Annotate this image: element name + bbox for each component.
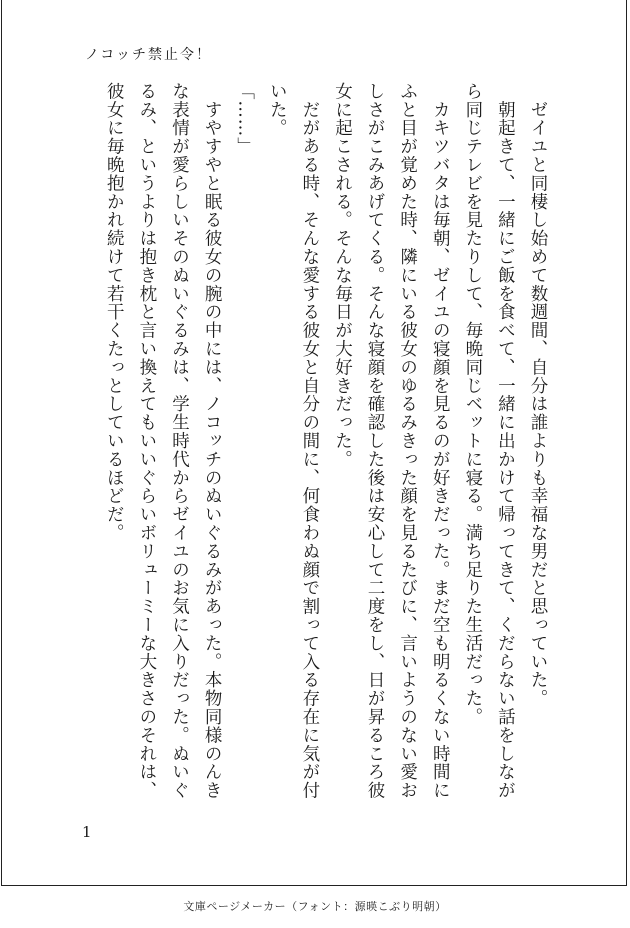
story-title: ノコッチ禁止令！ bbox=[85, 47, 213, 63]
footer-credit: 文庫ページメーカー（フォント：源暎こぶり明朝） bbox=[183, 900, 447, 913]
paragraph: ゼイユと同棲し始めて数週間、自分は誰よりも幸福な男だと思っていた。 bbox=[528, 82, 548, 708]
dialogue-line: 「……」 bbox=[234, 82, 255, 156]
paragraph: だがある時、そんな愛する彼女と自分の間に、何食わぬ顔で割って入る存在に気が付いた。 bbox=[267, 82, 320, 800]
paragraph: 朝起きて、一緒にご飯を食べて、一緒に出かけて帰ってきて、くだらない話をしながら同じテレビを見たりして、毎晩同じベットに寝る。満ち足りた生活だった。 bbox=[462, 82, 516, 800]
body-text bbox=[84, 82, 554, 802]
page-number: 1 bbox=[82, 823, 92, 841]
paragraph: カキツバタは毎朝、ゼイユの寝顔を見るのが好きだった。まだ空も明るくない時間にふと目が覚めた時、隣にいる彼女のゆるみきった顔を見るたびに、言いようのない愛おしさがこみあげてくる。そんな寝顔を確認した後は安心して二度をし、日が昇るころ彼女に起こされる。そんな毎日が大好きだった。 bbox=[332, 82, 451, 800]
paragraph: すやすやと眠る彼女の腕の中には、ノコッチのぬいぐるみがあった。本物同様のんきな表情が愛らしいそのぬいぐるみは、学生時代からゼイユのお気に入りだった。ぬいぐるみ、というよりは抱き枕と言い換えてもいいぐらいボリューミーな大きさのそれは、彼女に毎晩抱かれ続けて若干くたっとしているほどだ。 bbox=[104, 82, 223, 800]
manuscript-page bbox=[1, 0, 627, 886]
